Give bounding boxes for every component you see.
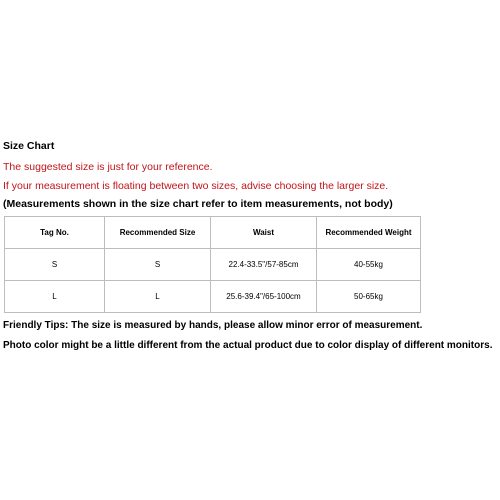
header-waist: Waist bbox=[211, 217, 317, 249]
header-tag-no: Tag No. bbox=[5, 217, 105, 249]
cell-recommended-size: S bbox=[105, 249, 211, 281]
table-row bbox=[5, 249, 421, 281]
reference-note: The suggested size is just for your reference. bbox=[3, 161, 213, 173]
friendly-tips: Friendly Tips: The size is measured by hands, please allow minor error of measurement. bbox=[3, 320, 423, 331]
table-row bbox=[5, 281, 421, 313]
cell-recommended-weight: 40-55kg bbox=[317, 249, 421, 281]
size-table bbox=[4, 216, 421, 313]
cell-waist: 22.4-33.5"/57-85cm bbox=[211, 249, 317, 281]
color-disclaimer: Photo color might be a little different from the actual product due to color display of different monitors. bbox=[3, 340, 493, 351]
header-recommended-weight: Recommended Weight bbox=[317, 217, 421, 249]
cell-recommended-weight: 50-65kg bbox=[317, 281, 421, 313]
cell-tag-no: S bbox=[5, 249, 105, 281]
cell-recommended-size: L bbox=[105, 281, 211, 313]
cell-waist: 25.6-39.4"/65-100cm bbox=[211, 281, 317, 313]
table-header-row bbox=[5, 217, 421, 249]
larger-size-advice: If your measurement is floating between two sizes, advise choosing the larger size. bbox=[3, 180, 389, 192]
measurement-disclaimer: (Measurements shown in the size chart refer to item measurements, not body) bbox=[3, 198, 393, 210]
page-title: Size Chart bbox=[3, 140, 55, 152]
cell-tag-no: L bbox=[5, 281, 105, 313]
header-recommended-size: Recommended Size bbox=[105, 217, 211, 249]
